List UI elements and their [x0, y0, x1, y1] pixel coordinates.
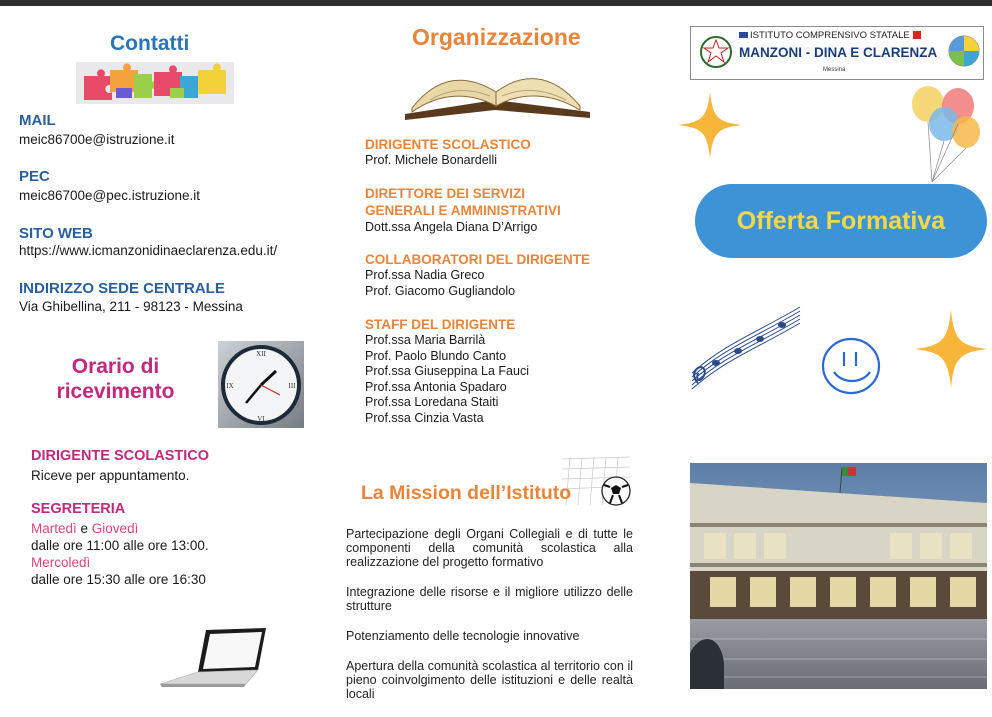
mission-paragraph: Integrazione delle risorse e il migliore utilizzo delle strutture	[346, 585, 633, 613]
list-item: Prof.ssa Cinzia Vasta	[365, 410, 484, 425]
org-dsga-label2: GENERALI E AMMINISTRATIVI	[365, 203, 561, 218]
svg-text:XII: XII	[256, 350, 266, 358]
top-bar	[0, 0, 992, 6]
day-and: e	[76, 521, 92, 536]
balloons-icon	[910, 82, 984, 186]
contatti-title: Contatti	[110, 32, 190, 55]
org-dirigente-name: Prof. Michele Bonardelli	[365, 153, 498, 167]
mission-paragraph: Partecipazione degli Organi Collegiali e di tutte le componenti della comunità scolastica alla realizzazione del progetto formativo	[346, 527, 633, 569]
eu-flag-icon	[739, 32, 748, 38]
day-tuesday: Martedì	[31, 521, 77, 536]
offerta-pill	[695, 184, 987, 258]
region-flag-icon	[913, 31, 921, 39]
list-item: Prof.ssa Nadia Greco	[365, 268, 485, 282]
orario-title-line2: ricevimento	[56, 380, 175, 403]
emblem-icon	[699, 34, 733, 70]
segreteria-day2: Mercoledì	[31, 555, 91, 570]
sparkle-icon	[912, 308, 990, 390]
list-item: Prof. Giacomo Gugliandolo	[365, 283, 516, 298]
clock-icon	[218, 341, 304, 428]
mission-paragraph: Apertura della comunità scolastica al territorio con il pieno coinvolgimento delle istituzioni e delle realtà locali	[346, 659, 633, 701]
music-notes-icon	[686, 303, 804, 391]
puzzle-logo-icon	[948, 35, 980, 67]
web-value[interactable]: https://www.icmanzonidinaeclarenza.edu.it/	[19, 243, 278, 258]
svg-text:VI: VI	[257, 415, 265, 423]
school-header	[690, 26, 984, 80]
orario-dirigente-text: Riceve per appuntamento.	[31, 468, 190, 483]
org-coll-list	[365, 268, 515, 299]
org-staff-list	[365, 333, 529, 426]
mission-paragraph: Potenziamento delle tecnologie innovative	[346, 629, 580, 643]
segreteria-time2: dalle ore 15:30 alle ore 16:30	[31, 572, 206, 587]
puzzle-icon	[76, 62, 234, 104]
header-line2: MANZONI - DINA E CLARENZA	[739, 45, 938, 60]
org-dsga-label1: DIRETTORE DEI SERVIZI	[365, 186, 526, 201]
offerta-title: Offerta Formativa	[736, 207, 946, 235]
day-thursday: Giovedì	[91, 521, 139, 536]
smiley-icon	[820, 336, 882, 396]
sparkle-icon	[676, 90, 744, 160]
orario-title-line1: Orario di	[71, 355, 160, 378]
sede-value: Via Ghibellina, 211 - 98123 - Messina	[19, 299, 243, 314]
org-coll-label: COLLABORATORI DEL DIRIGENTE	[365, 252, 591, 267]
org-dsga-name: Dott.ssa Angela Diana D’Arrigo	[365, 220, 538, 234]
list-item: Prof. Paolo Blundo Canto	[365, 348, 507, 363]
orario-dirigente-label: DIRIGENTE SCOLASTICO	[31, 448, 210, 464]
mail-label: MAIL	[19, 112, 56, 129]
mission-title: La Mission dell’Istituto	[361, 482, 572, 504]
svg-text:III: III	[288, 382, 296, 390]
pec-label: PEC	[19, 168, 50, 185]
segreteria-time1: dalle ore 11:00 alle ore 13:00.	[31, 538, 209, 553]
web-label: SITO WEB	[19, 225, 93, 242]
orario-title	[48, 354, 183, 404]
list-item: Prof.ssa Maria Barrilà	[365, 333, 486, 347]
book-icon	[400, 52, 595, 120]
sede-label: INDIRIZZO SEDE CENTRALE	[19, 280, 225, 297]
header-line1-wrap	[739, 30, 921, 41]
mission-text	[346, 527, 633, 717]
org-staff-label: STAFF DEL DIRIGENTE	[365, 317, 516, 332]
soccer-ball-icon	[560, 455, 636, 513]
list-item: Prof.ssa Loredana Staiti	[365, 395, 499, 409]
header-line1: ISTITUTO COMPRENSIVO STATALE	[750, 30, 910, 41]
header-line3: Messina	[823, 67, 846, 73]
school-building-photo	[690, 463, 987, 689]
segreteria-label: SEGRETERIA	[31, 501, 126, 517]
list-item: Prof.ssa Giuseppina La Fauci	[365, 364, 529, 378]
pec-value[interactable]: meic86700e@pec.istruzione.it	[19, 188, 201, 203]
segreteria-days1	[31, 521, 138, 537]
laptop-icon	[158, 626, 270, 688]
list-item: Prof.ssa Antonia Spadaro	[365, 379, 507, 394]
svg-text:IX: IX	[226, 382, 234, 390]
mail-value[interactable]: meic86700e@istruzione.it	[19, 132, 175, 147]
organizzazione-title: Organizzazione	[412, 24, 581, 50]
org-dirigente-label: DIRIGENTE SCOLASTICO	[365, 137, 531, 152]
